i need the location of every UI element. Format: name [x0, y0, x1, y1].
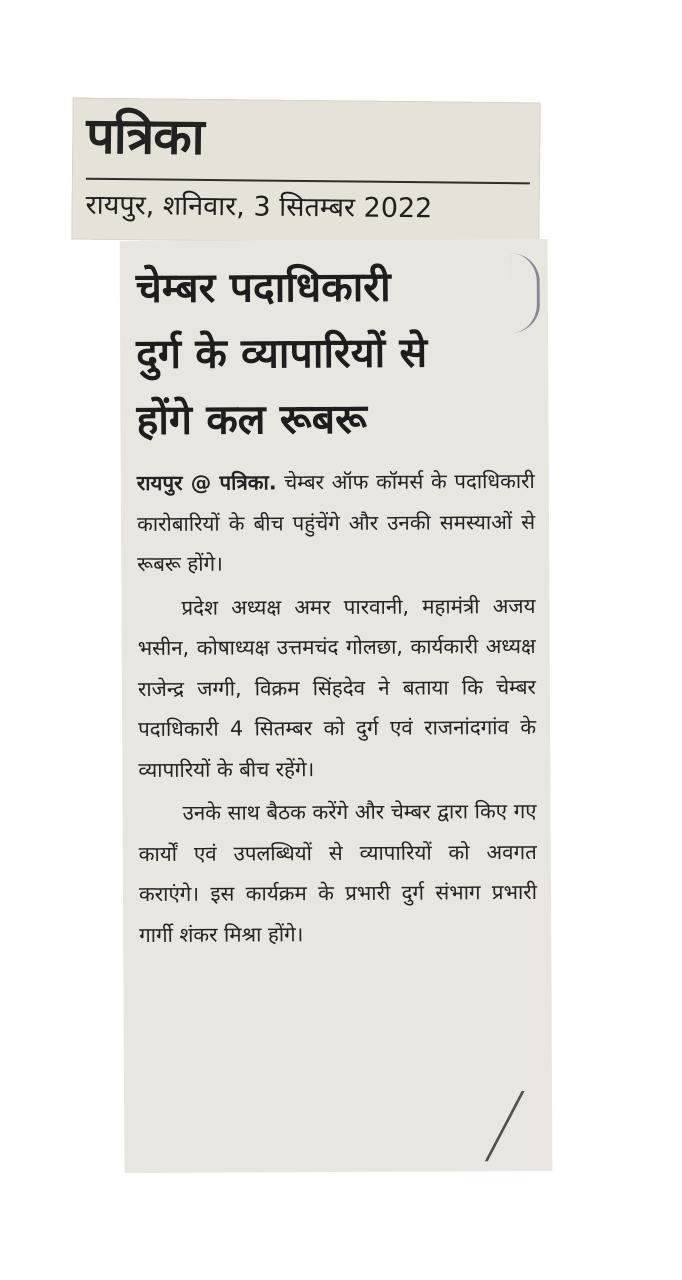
headline — [136, 253, 537, 453]
headline-line: होंगे कल रूबरू — [136, 394, 368, 445]
newspaper-name: पत्रिका — [86, 106, 204, 166]
paragraph: प्रदेश अध्यक्ष अमर पारवानी, महामंत्री अजय भसीन, कोषाध्यक्ष उत्तमचंद गोलछा, कार्यकारी अध्यक्ष राजेन्द्र जग्गी, विक्रम सिंहदेव ने बताया कि चेम्बर पदाधिकारी 4 सितम्बर को दुर्ग एवं राजनांदगांव के व्यापारियों के बीच रहेंगे। — [137, 593, 537, 782]
paragraph — [137, 461, 536, 585]
byline: रायपुर @ पत्रिका. — [136, 470, 277, 496]
headline-line: दुर्ग के व्यापारियों से — [136, 328, 428, 379]
paragraph-text: चेम्बर ऑफ कॉमर्स के पदाधिकारी कारोबारियों के बीच पहुंचेंगे और उनकी समस्याओं से रूबरू होंगे। — [136, 468, 536, 577]
paragraph: उनके साथ बैठक करेंगे और चेम्बर द्वारा किए गए कार्यों एवं उपलब्धियों से व्यापारियों को अवगत कराएंगे। इस कार्यक्रम के प्रभारी दुर्ग संभाग प्रभारी गार्गी शंकर मिश्रा होंगे। — [138, 798, 538, 947]
pen-mark — [485, 1091, 565, 1161]
masthead-divider — [86, 178, 530, 185]
dateline: रायपुर, शनिवार, 3 सितम्बर 2022 — [85, 189, 433, 225]
masthead-clipping — [71, 98, 540, 245]
article-body — [137, 461, 538, 958]
article-clipping — [120, 239, 553, 1173]
headline-line: चेम्बर पदाधिकारी — [135, 262, 391, 313]
